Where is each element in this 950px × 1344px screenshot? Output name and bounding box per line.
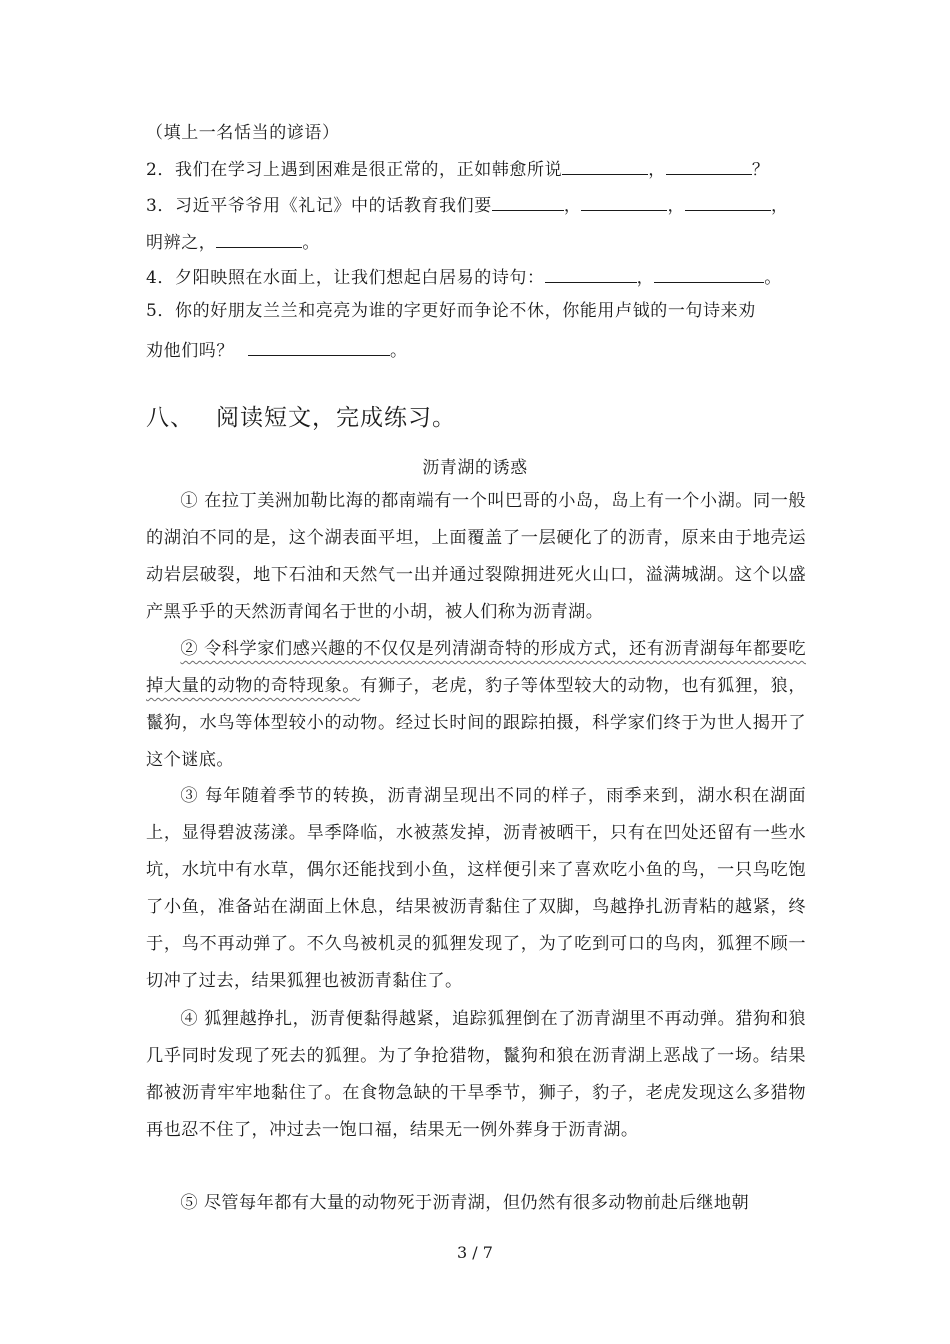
paragraph-1: ① 在拉丁美洲加勒比海的都南端有一个叫巴哥的小岛，岛上有一个小湖。同一般的湖泊不同的是，这个湖表面平坦，上面覆盖了一层硬化了的沥青，原来由于地壳运动岩层破裂，地下石油和天然气一出并通过裂隙拥进死火山口，溢满城湖。这个以盛产黑乎乎的天然沥青闻名于世的小胡，被人们称为沥青湖。 — [146, 491, 806, 622]
wavy-underlined-sentence: ② 令科学家们感兴趣的不仅仅是列清湖奇特的形成方式，还有沥青湖每年都要吃掉大量的动物的奇特现象。 — [146, 639, 806, 696]
question-5-cont: 劝他们吗？ 。 — [146, 338, 408, 363]
answer-blank[interactable] — [492, 193, 564, 211]
question-2: 2．我们在学习上遇到困难是很正常的，正如韩愈所说 ， ？ — [146, 157, 769, 182]
question-4: 4．夕阳映照在水面上，让我们想起白居易的诗句： ， 。 — [146, 265, 782, 290]
paragraph-3: ③ 每年随着季节的转换，沥青湖呈现出不同的样子，雨季来到，湖水积在湖面上，显得碧波荡漾。旱季降临，水被蒸发掉，沥青被晒干，只有在凹处还留有一些水坑，水坑中有水草，偶尔还能找到小鱼，这样便引来了喜欢吃小鱼的鸟，一只鸟吃饱了小鱼，准备站在湖面上休息，结果被沥青黏住了双脚，鸟越挣扎沥青粘的越紧，终于，鸟不再动弹了。不久鸟被机灵的狐狸发现了，为了吃到可口的鸟肉，狐狸不顾一切冲了过去，结果狐狸也被沥青黏住了。 — [146, 786, 806, 991]
paragraph-4: ④ 狐狸越挣扎，沥青便黏得越紧，追踪狐狸倒在了沥青湖里不再动弹。猎狗和狼几乎同时发现了死去的狐狸。为了争抢猎物，鬣狗和狼在沥青湖上恶战了一场。结果都被沥青牢牢地黏住了。在食物急缺的干旱季节，狮子，豹子，老虎发现这么多猎物再也忍不住了，冲过去一饱口福，结果无一例外葬身于沥青湖。 — [146, 1009, 806, 1140]
answer-blank[interactable] — [545, 265, 637, 283]
article-title: 沥青湖的诱惑 — [422, 458, 528, 478]
page-number: 3 / 7 — [457, 1243, 493, 1262]
answer-blank[interactable] — [654, 265, 764, 283]
answer-blank[interactable] — [666, 157, 752, 175]
section-heading: 八、 阅读短文，完成练习。 — [146, 405, 456, 431]
question-3: 3．习近平爷爷用《礼记》中的话教育我们要 ， ， ， — [146, 193, 789, 218]
answer-blank[interactable] — [216, 230, 302, 248]
q1-hint: （填上一名恬当的谚语） — [146, 123, 340, 143]
answer-blank[interactable] — [248, 338, 390, 356]
question-5: 5．你的好朋友兰兰和亮亮为谁的字更好而争论不休，你能用卢钺的一句诗来劝 — [146, 301, 756, 321]
paragraph-2: ② 令科学家们感兴趣的不仅仅是列清湖奇特的形成方式，还有沥青湖每年都要吃掉大量的动物的奇特现象。有狮子，老虎，豹子等体型较大的动物，也有狐狸，狼，鬣狗，水鸟等体型较小的动物。经过长时间的跟踪拍摄，科学家们终于为世人揭开了这个谜底。 — [146, 639, 806, 770]
paragraph-5: ⑤ 尽管每年都有大量的动物死于沥青湖，但仍然有很多动物前赴后继地朝 — [180, 1193, 750, 1213]
answer-blank[interactable] — [685, 193, 771, 211]
question-3-cont: 明辨之， 。 — [146, 230, 320, 255]
answer-blank[interactable] — [581, 193, 667, 211]
answer-blank[interactable] — [562, 157, 648, 175]
